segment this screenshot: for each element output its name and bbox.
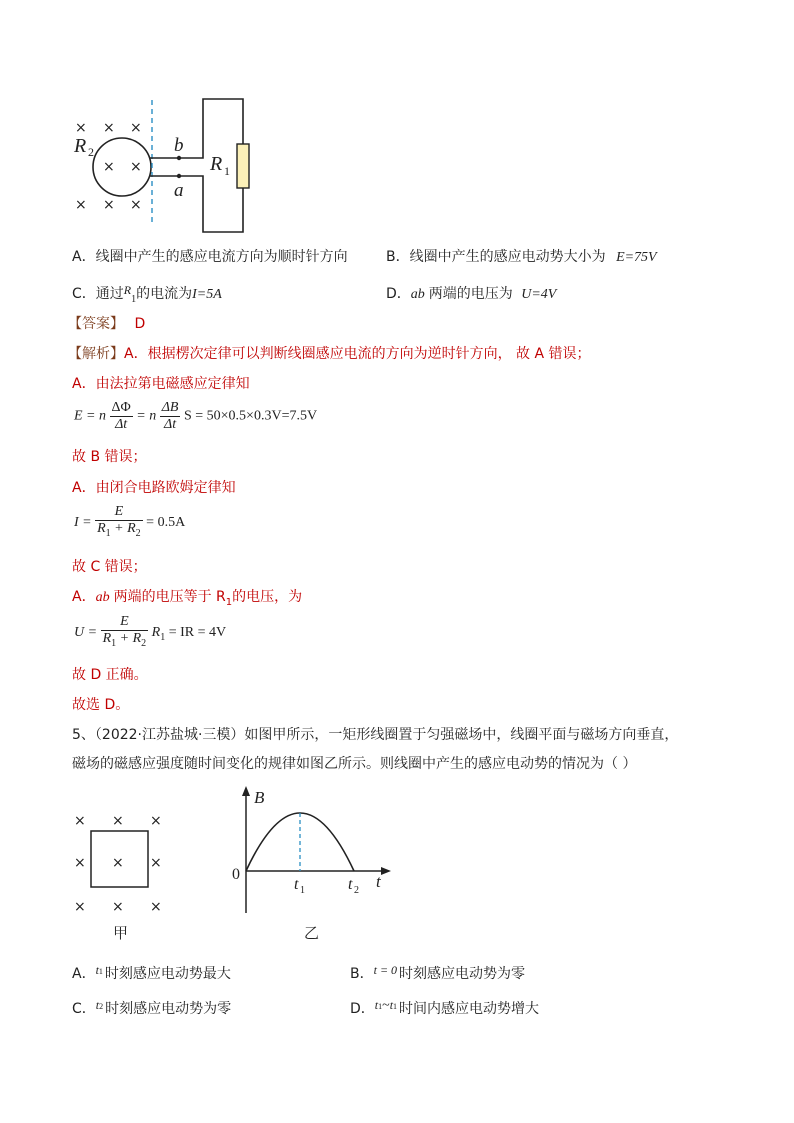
r1-sub: 1 — [224, 164, 230, 178]
cross-mark: × — [112, 899, 124, 915]
eq-text: = n — [136, 408, 157, 424]
den-r: R — [97, 521, 106, 536]
q5-option-a[interactable] — [72, 963, 231, 983]
line-text: A． — [72, 589, 96, 605]
cross-mark: × — [150, 899, 162, 915]
cross-mark: × — [75, 197, 87, 213]
option-t-sub: 2 — [99, 1002, 104, 1011]
option-letter: A． — [72, 249, 96, 265]
circuit-figure — [60, 92, 280, 242]
eq-r: R — [151, 625, 161, 641]
fraction-den — [95, 521, 143, 542]
option-expr: U=4V — [521, 287, 557, 302]
tick-label-t1-sub: 1 — [300, 885, 305, 896]
option-t: t — [95, 998, 100, 1012]
fraction — [95, 504, 143, 542]
analysis-line-3: 故 B 错误； — [72, 449, 147, 465]
b-label: b — [174, 135, 184, 156]
fraction-num: ΔB — [161, 400, 179, 415]
tick-label-t1: t — [294, 876, 299, 893]
figure-label-yi: 乙 — [304, 924, 320, 942]
answer-value: D — [134, 316, 146, 332]
r2-label: R — [74, 135, 87, 157]
q4-option-a[interactable] — [72, 246, 348, 266]
line-sub: 1 — [225, 596, 233, 608]
tick-label-t2-sub: 2 — [354, 885, 359, 896]
analysis-line-4: A．由闭合电路欧姆定律知 — [72, 480, 236, 496]
fraction-num: ΔΦ — [111, 400, 131, 415]
fraction-den: Δt — [164, 417, 177, 432]
equation-faraday — [74, 400, 317, 433]
q4-option-d[interactable] — [386, 283, 556, 303]
tick-label-t2: t — [348, 876, 353, 893]
den-r: R — [102, 631, 112, 646]
a-label: a — [174, 180, 184, 201]
cross-mark: × — [103, 197, 115, 213]
resistor-r1 — [237, 144, 249, 188]
option-text: 两端的电压为 — [428, 286, 513, 302]
den-sub: 2 — [141, 637, 147, 649]
option-letter: C． — [72, 1001, 96, 1017]
option-text: 时间内感应电动势增大 — [399, 1001, 540, 1017]
axis-label-b: B — [254, 788, 265, 807]
option-text: 时刻感应电动势为零 — [399, 966, 526, 982]
option-r: R — [123, 283, 132, 297]
option-letter: A． — [72, 966, 96, 982]
eq-text: E = n — [74, 408, 106, 424]
option-tilde: ~ — [382, 998, 390, 1013]
fraction — [110, 400, 133, 433]
axis-label-t: t — [376, 872, 381, 891]
q5-option-d[interactable] — [350, 998, 539, 1018]
eq-text: U = — [74, 625, 98, 641]
q4-option-c[interactable] — [72, 283, 222, 305]
option-letter: B． — [350, 966, 374, 982]
answer-label: 【答案】 — [68, 316, 124, 332]
eq-text: = IR = 4V — [168, 625, 227, 641]
eq-r-sub: 1 — [160, 631, 166, 643]
cross-mark: × — [75, 120, 87, 136]
cross-mark: × — [112, 813, 124, 829]
y-axis-arrow — [242, 786, 250, 796]
option-text: 时刻感应电动势为零 — [105, 1001, 232, 1017]
line-text: 的电压，为 — [232, 589, 303, 605]
eq-text: S = 50×0.5×0.3V=7.5V — [183, 408, 318, 424]
terminal-b — [177, 156, 181, 160]
cross-mark: × — [130, 197, 142, 213]
den-sub: 2 — [135, 527, 141, 539]
eq-text: = 0.5A — [146, 515, 186, 531]
q5-option-c[interactable] — [72, 998, 231, 1018]
option-t: t — [374, 998, 379, 1012]
option-ab: ab — [410, 287, 425, 302]
cross-mark: × — [130, 159, 142, 175]
fraction-den — [101, 631, 149, 652]
option-text: 线圈中产生的感应电动势大小为 — [409, 249, 606, 265]
cross-mark: × — [74, 813, 86, 829]
option-text: 线圈中产生的感应电流方向为顺时针方向 — [95, 249, 348, 265]
option-text: 时刻感应电动势最大 — [104, 966, 231, 982]
option-expr: E=75V — [616, 250, 657, 265]
terminal-a — [177, 174, 181, 178]
figure-yi — [226, 783, 396, 943]
fraction — [160, 400, 181, 433]
cross-mark: × — [150, 855, 162, 871]
equation-ohm — [74, 504, 185, 542]
origin-label: 0 — [232, 866, 240, 883]
fraction — [101, 614, 149, 652]
fraction-num: E — [95, 504, 143, 521]
den-sub: 1 — [105, 527, 111, 539]
analysis-line-7: 故 D 正确。 — [72, 667, 148, 683]
analysis-label: 【解析】 — [68, 346, 124, 362]
cross-mark: × — [150, 813, 162, 829]
circuit-wire — [150, 176, 243, 232]
den-plus: + R — [110, 521, 136, 536]
analysis-line-1 — [68, 343, 591, 363]
option-expr: I=5A — [192, 287, 222, 302]
cross-mark: × — [103, 159, 115, 175]
den-plus: + R — [116, 631, 142, 646]
coil-circle — [93, 138, 151, 196]
option-t: t — [95, 963, 99, 977]
eq-text: I = — [74, 515, 92, 531]
option-t-sub: 1 — [98, 967, 103, 976]
q5-option-b[interactable] — [350, 963, 525, 983]
cross-mark: × — [74, 899, 86, 915]
fraction-den: Δt — [115, 417, 128, 432]
x-axis-arrow — [381, 867, 391, 875]
analysis-line-2: A．由法拉第电磁感应定律知 — [72, 376, 250, 392]
analysis-text: A．根据楞次定律可以判断线圈感应电流的方向为逆时针方向， 故 A 错误； — [124, 346, 591, 362]
option-t: t — [389, 998, 394, 1012]
r2-sub: 2 — [88, 145, 94, 159]
cross-mark: × — [74, 855, 86, 871]
option-t-sub: 1 — [393, 1002, 398, 1011]
r1-label: R — [210, 153, 223, 175]
option-letter: D． — [386, 286, 411, 302]
option-letter: B． — [386, 249, 410, 265]
option-letter: C． — [72, 286, 96, 302]
line-ab: ab — [95, 590, 110, 605]
option-letter: D． — [350, 1001, 375, 1017]
analysis-line-6 — [72, 586, 302, 608]
option-t: t = 0 — [373, 963, 398, 977]
fraction-num: E — [101, 614, 149, 631]
option-text: 的电流为 — [136, 286, 193, 302]
option-r-sub: 1 — [131, 293, 137, 305]
figure-label-jia: 甲 — [113, 924, 129, 942]
cross-mark: × — [130, 120, 142, 136]
analysis-line-5: 故 C 错误； — [72, 559, 147, 575]
figure-jia — [66, 805, 176, 945]
q4-option-b[interactable] — [386, 246, 657, 266]
line-text: 两端的电压等于 R — [113, 589, 226, 605]
q5-stem-line-2: 磁场的磁感应强度随时间变化的规律如图乙所示。则线圈中产生的感应电动势的情况为（ ） — [72, 756, 637, 772]
option-t-sub: 1 — [378, 1002, 383, 1011]
analysis-line-8: 故选 D。 — [72, 697, 130, 713]
answer-line — [68, 313, 145, 333]
equation-voltage — [74, 614, 226, 652]
q5-stem-line-1: 5、（2022·江苏盐城·三模）如图甲所示，一矩形线圈置于匀强磁场中，线圈平面与磁场方向垂直， — [72, 727, 679, 743]
circuit-wire — [150, 99, 243, 158]
option-text: 通过 — [95, 286, 124, 302]
cross-mark: × — [112, 855, 124, 871]
cross-mark: × — [103, 120, 115, 136]
den-sub: 1 — [111, 637, 117, 649]
